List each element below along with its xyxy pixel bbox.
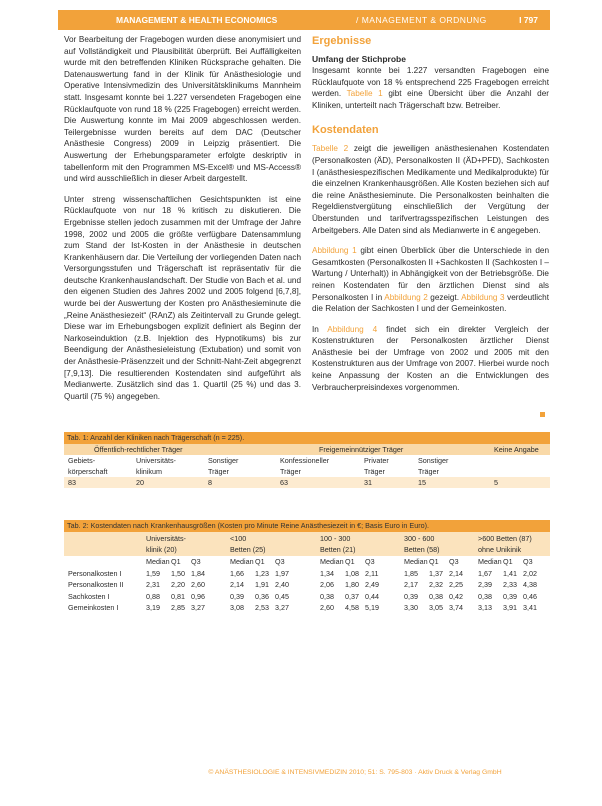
table-cell: 2,32 [429,580,443,589]
table-cell: 3,30 [404,603,418,612]
table-cell: 31 [364,478,372,487]
stat-label: Q1 [255,557,265,566]
table-cell: 2,25 [449,580,463,589]
table-2-body [64,568,550,614]
table-cell: 1,67 [478,568,492,578]
table-cell: 3,27 [191,603,205,612]
stat-label: Q1 [503,557,513,566]
stat-label: Q3 [449,557,459,566]
table-cell: 1,97 [275,568,289,578]
header-section-right: / MANAGEMENT & ORDNUNG [356,15,487,25]
table-row [64,568,550,580]
table-cell: 0,44 [365,591,379,601]
stat-label: Q3 [365,557,375,566]
row-label: Personalkosten II [68,580,124,589]
table-cell: 1,59 [146,568,160,578]
table-cell: 2,40 [275,580,289,589]
table-cell: 1,91 [255,580,269,589]
table-1-group-header [64,444,550,455]
ref-figure-2[interactable]: Abbildung 2 [384,292,428,302]
col-header: Träger [364,467,385,476]
paragraph-sample: Insgesamt konnte bei 1.227 versandten Fragebogen eine Rücklaufquote von 18 % entsprechend 225 Fragebogen erreicht werden. Tabelle 1 gibt eine Übersicht über die Anzahl der Kliniken, unterteilt nach Trägerschaft bzw. Betreiber. [312,66,549,110]
table-cell: 2,06 [320,580,334,589]
ref-table-2[interactable]: Tabelle 2 [312,144,349,154]
paragraph-comparison: In Abbildung 4 findet sich ein direkter Vergleich der Kostenstrukturen der Personalkosten ärztlicher Dienst Anästhesie bei der Umfrage von 2002 und 2005 mit den Kostenstrukturen aus der Umfrage von 2007. Hierbei wurde noch keine Anpassung der Kosten an die Entwicklungen des Verbraucherpreisindexes vorgenommen. [312,324,549,392]
table-cell: 2,85 [171,603,185,612]
table-cell: 5,19 [365,603,379,612]
row-label: Sachkosten I [68,591,110,601]
table-cell: 2,31 [146,580,160,589]
table-1-col-headers [64,455,550,466]
table-cell: 1,84 [191,568,205,578]
group-uniklinik: Universitäts- klinik (20) [146,534,186,554]
table-cell: 3,41 [523,603,537,612]
table-cell: 2,14 [449,568,463,578]
row-label: Gemeinkosten I [68,603,119,612]
right-column [312,34,549,402]
group-none: Keine Angabe [494,445,539,454]
table-cell: 0,36 [255,591,269,601]
article-end-marker [540,412,545,417]
table-cell: 1,23 [255,568,269,578]
table-cell: 3,74 [449,603,463,612]
group-lt100: <100 Betten (25) [230,534,266,554]
table-cell: 1,50 [171,568,185,578]
table-cell: 1,85 [404,568,418,578]
table-cell: 2,20 [171,580,185,589]
table-cell: 0,88 [146,591,160,601]
table-cell: 3,19 [146,603,160,612]
table-cell: 2,14 [230,580,244,589]
table-2-caption: Tab. 2: Kostendaten nach Krankenhausgrößen (Kosten pro Minute Reine Anästhesiezeit in €; Basis Euro in Euro). [64,520,550,532]
heading-cost-data: Kostendaten [312,124,379,137]
stat-label: Median [320,557,344,566]
table-cell: 3,27 [275,603,289,612]
table-cell: 2,60 [191,580,205,589]
table-cell: 1,34 [320,568,334,578]
table-cell: 4,38 [523,580,537,589]
col-header: körperschaft [68,467,108,476]
table-cell: 3,05 [429,603,443,612]
col-header: Universitäts- [136,456,176,465]
col-header: Privater [364,456,389,465]
table-cell: 63 [280,478,288,487]
table-cell: 2,60 [320,603,334,612]
table-row [64,602,550,614]
table-cell: 2,33 [503,580,517,589]
table-2 [64,520,550,614]
table-2-stat-header [64,556,550,568]
table-cell: 0,39 [230,591,244,601]
table-1-caption: Tab. 1: Anzahl der Kliniken nach Trägerschaft (n = 225). [64,432,550,444]
col-header: Träger [208,467,229,476]
paragraph-figures: Abbildung 1 gibt einen Überblick über die Unterschiede in den Gesamtkosten (Personalkosten II +Sachkosten II (Sachkosten I – Wartung / Unterhalt)) in Abhängigkeit von der Betriebsgröße. Die reinen Kostendaten für den ärztlichen Dienst sind als Personalkosten I in Abbildung 2 gezeigt. Abbildung 3 verdeutlicht die Relation der Sachkosten I und der Gemeinkosten. [312,246,549,314]
table-cell: 0,38 [429,591,443,601]
page-footer: © ANÄSTHESIOLOGIE & INTENSIVMEDIZIN 2010; 51: S. 795-803 · Aktiv Druck & Verlag GmbH [208,769,502,776]
stat-label: Median [478,557,502,566]
table-2-group-header [64,532,550,556]
table-cell: 0,38 [320,591,334,601]
table-cell: 0,45 [275,591,289,601]
stat-label: Q1 [429,557,439,566]
table-cell: 15 [418,478,426,487]
table-cell: 2,49 [365,580,379,589]
table-cell: 1,80 [345,580,359,589]
table-cell: 1,08 [345,568,359,578]
heading-results: Ergebnisse [312,35,372,47]
stat-label: Q3 [275,557,285,566]
table-cell: 0,39 [404,591,418,601]
table-cell: 3,08 [230,603,244,612]
table-cell: 3,13 [478,603,492,612]
table-cell: 2,02 [523,568,537,578]
table-cell: 1,41 [503,568,517,578]
table-cell: 3,91 [503,603,517,612]
group-gt600: >600 Betten (87) ohne Unikinik [478,534,532,554]
stat-label: Median [404,557,428,566]
table-cell: 0,39 [503,591,517,601]
group-100-300: 100 - 300 Betten (21) [320,534,356,554]
heading-sample-size: Umfang der Stichprobe [312,54,406,64]
group-nonprofit: Freigemeinnütziger Träger [319,445,404,454]
group-public: Öffentlich-rechtlicher Träger [94,445,183,454]
page-number: I 797 [519,15,538,25]
table-cell: 8 [208,478,212,487]
table-cell: 83 [68,478,76,487]
table-row [64,579,550,591]
left-column [64,34,301,411]
paragraph-discussion: Unter streng wissenschaftlichen Gesichtspunkten ist eine Rücklaufquote von nur 18 % kritisch zu diskutieren. Die Ergebnisse stellen jedoch zusammen mit der Umfrage der Jahre 1998, 2002 und 2005 die größte verfügbare Datensammlung zum Stand der Ist-Kosten in der Anästhesie in deutschen Krankenhäusern dar. Die Verteilung der vorliegenden Daten nach Versorgungsstufen und Trägerschaft ist repräsentativ für die deutsche Krankenhauslandschaft. Der Studie von Bach et al. und den eigenen Studien des Jahres 2002 und 2005 folgend [6,7,8], wurde bei der Auswertung der Kosten pro Anästhesieminute die „Reine Anästhesiezeit“ (RAnZ) als Zeitintervall zu Grunde gelegt. Diese war im Erhebungsbogen explizit definiert als Beginn der Narkoseinduktion (z.B. Injektion des Hypnotikums) bis zur Beendigung der Anästhesieleistung (Extubation) und somit von der Anästhesie-Präsenzzeit und der Schnitt-Naht-Zeit abgegrenzt [7,9,13]. Die resultierenden Kostendaten sind aufgeführt als Medianwerte. Zusätzlich sind das 1. Quartil (25 %) und das 3. Quartil (75 %) angegeben. [64,194,301,401]
table-cell: 1,37 [429,568,443,578]
ref-figure-4[interactable]: Abbildung 4 [327,324,378,334]
header-section-left: MANAGEMENT & HEALTH ECONOMICS [116,15,278,25]
stat-label: Median [146,557,170,566]
stat-label: Q1 [171,557,181,566]
table-1 [64,432,550,488]
stat-label: Q1 [345,557,355,566]
paragraph-methods: Vor Bearbeitung der Fragebogen wurden diese anonymisiert und auf Vollständigkeit und Plausibilität überprüft. Bei Auffälligkeiten wurde mit den betreffenden Kliniken Rücksprache gehalten. Die Datenauswertung fand in der Klinik für Anästhesiologie und Operative Intensivmedizin des Universitätsklinikums Mannheim statt. Insgesamt konnte bei 1.227 versendeten Fragebogen eine Rücklaufquote von rund 18 % (225 Fragebogen) erreicht werden. Die Auswertung konnte im Mai 2009 abgeschlossen werden. Teilergebnisse wurden bereits auf dem DAC (Deutscher Anästhesie Congress) 2009 in Leipzig präsentiert. Die Auswertung der Erhebungsparameter erfolgte deskriptiv in tabellenform mit den Programmen MS-Excel® und MS-Access® und wird ausschließlich in dieser Arbeit dargestellt. [64,35,301,184]
row-label: Personalkosten I [68,568,122,578]
group-300-600: 300 - 600 Betten (58) [404,534,440,554]
running-header [58,10,550,30]
table-cell: 0,81 [171,591,185,601]
col-header: Sonstiger [208,456,239,465]
table-cell: 2,53 [255,603,269,612]
table-row [64,477,550,488]
table-cell: 2,11 [365,568,379,578]
table-row [64,591,550,603]
col-header: Träger [280,467,301,476]
col-header: Konfessioneller [280,456,330,465]
table-cell: 0,96 [191,591,205,601]
table-1-col-headers-2 [64,466,550,477]
col-header: klinikum [136,467,162,476]
table-cell: 5 [494,478,498,487]
ref-figure-3[interactable]: Abbildung 3 [461,292,505,302]
stat-label: Median [230,557,254,566]
ref-table-1[interactable]: Tabelle 1 [346,89,383,99]
col-header: Sonstiger [418,456,449,465]
table-cell: 0,42 [449,591,463,601]
col-header: Träger [418,467,439,476]
table-cell: 0,46 [523,591,537,601]
ref-figure-1[interactable]: Abbildung 1 [312,246,357,256]
stat-label: Q3 [191,557,201,566]
paragraph-costs: Tabelle 2 zeigt die jeweiligen anästhesienahen Kostendaten (Personalkosten (ÄD), Personalkosten II (ÄD+PFD), Sachkosten I (anästhesiespezifischen Medikamente und Medikalprodukte) für die einzelnen Krankenhausgrößen. Alle Kosten beziehen sich auf die reine Anästhesieminute. Die Personalkosten beinhalten die Regeldienstvergütung einschließlich der Vergütung der Überstunden und tarifvertragsspezifischen Leistungen des Arbeitgebers. Alle Daten sind als Medianwerte in € angegeben. [312,144,549,235]
table-cell: 20 [136,478,144,487]
table-cell: 0,38 [478,591,492,601]
table-cell: 2,39 [478,580,492,589]
table-cell: 2,17 [404,580,418,589]
table-cell: 4,58 [345,603,359,612]
col-header: Gebiets- [68,456,96,465]
table-cell: 0,37 [345,591,359,601]
table-cell: 1,66 [230,568,244,578]
stat-label: Q3 [523,557,533,566]
